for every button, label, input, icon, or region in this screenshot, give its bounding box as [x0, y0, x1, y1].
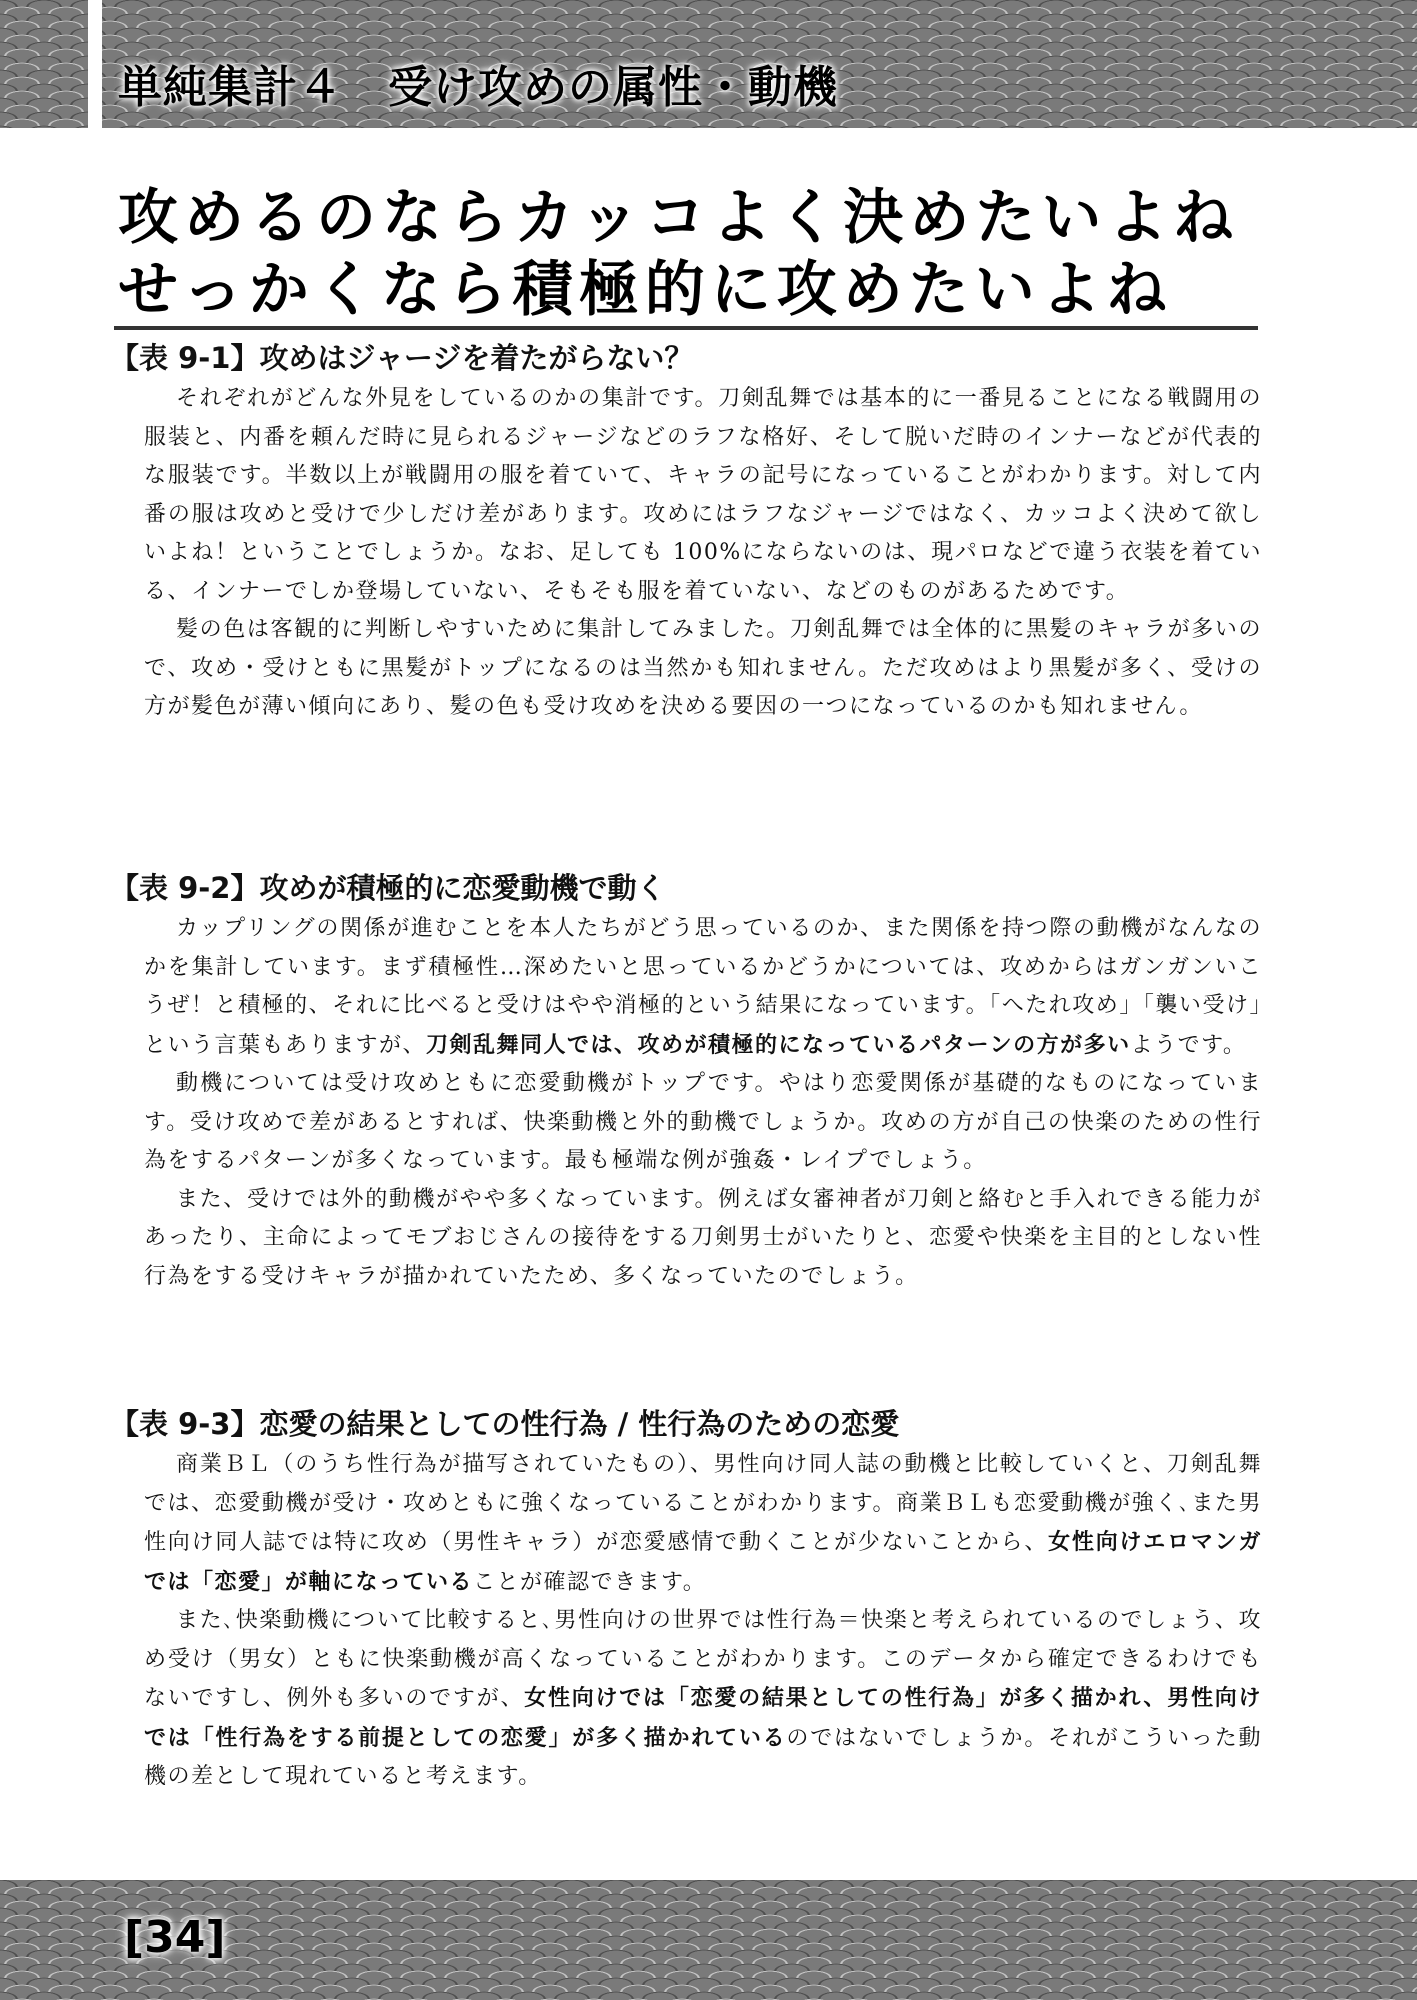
- header-left-bar: [88, 0, 102, 128]
- text-run: ことが確認できます。: [473, 1569, 707, 1595]
- paragraph: [144, 910, 1262, 1065]
- section-9-2: [112, 866, 1262, 1296]
- section-9-3: [112, 1402, 1262, 1797]
- emphasis-text: 女性向けでは「恋愛の結果としての性行為」が多く描かれ、男性向けでは「性行為をする前提としての恋愛」が多く描かれている: [144, 1685, 1262, 1751]
- page-number: [34]: [124, 1912, 226, 1963]
- section-title: 【表 9-1】攻めはジャージを着たがらない？: [110, 341, 694, 375]
- emphasis-text: 女性向けエロマンガでは「恋愛」が軸になっている: [144, 1529, 1262, 1595]
- paragraph: 動機については受け攻めともに恋愛動機がトップです。やはり恋愛関係が基礎的なものになっています。受け攻めで差があるとすれば、快楽動機と外的動機でしょうか。攻めの方が自己の快楽のための性行為をするパターンが多くなっています。最も極端な例が強姦・レイプでしょう。: [144, 1071, 1262, 1173]
- paragraph: 髪の色は客観的に判断しやすいために集計してみました。刀剣乱舞では全体的に黒髪のキャラが多いので、攻め・受けともに黒髪がトップになるのは当然かも知れません。ただ攻めはより黒髪が多く、受けの方が髪色が薄い傾向にあり、髪の色も受け攻めを決める要因の一つになっているのかも知れません。: [144, 617, 1262, 719]
- paragraph: [144, 1602, 1262, 1797]
- paragraph: それぞれがどんな外見をしているのかの集計です。刀剣乱舞では基本的に一番見ることになる戦闘用の服装と、内番を頼んだ時に見られるジャージなどのラフな格好、そして脱いだ時のインナーなどが代表的な服装です。半数以上が戦闘用の服を着ていて、キャラの記号になっていることがわかります。対して内番の服は攻めと受けで少しだけ差があります。攻めにはラフなジャージではなく、カッコよく決めて欲しいよね！ということでしょうか。なお、足しても 100%にならないのは、現パロなどで違う衣装を着ている、インナーでしか登場していない、そもそも服を着ていない、などのものがあるためです。: [144, 386, 1262, 604]
- headline-line-2: せっかくなら積極的に攻めたいよね: [118, 255, 1173, 325]
- headline-line-1: 攻めるのならカッコよく決めたいよね: [118, 183, 1240, 253]
- paragraph: [144, 1446, 1262, 1602]
- emphasis-text: 刀剣乱舞同人では、攻めが積極的になっているパターンの方が多い: [426, 1031, 1131, 1058]
- text-run: ようです。: [1130, 1032, 1247, 1058]
- chapter-label: 単純集計４ 受け攻めの属性・動機: [118, 62, 838, 113]
- section-title: 【表 9-2】攻めが積極的に恋愛動機で動く: [110, 871, 666, 905]
- paragraph: また、受けでは外的動機がやや多くなっています。例えば女審神者が刀剣と絡むと手入れできる能力があったり、主命によってモブおじさんの接待をする刀剣男士がいたりと、恋愛や快楽を主目的としない性行為をする受けキャラが描かれていたため、多くなっていたのでしょう。: [144, 1186, 1262, 1289]
- text-run: カップリングの関係が進むことを本人たちがどう思っているのか、また関係を持つ際の動機がなんなのかを集計しています。まず積極性…深めたいと思っているかどうかについては、攻めからはガンガンいこうぜ！と積極的、それに比べると受けはやや消極的という結果になっています。「へたれ攻め」「襲い受け」という言葉もありますが、: [144, 916, 1262, 1058]
- text-run: また､快楽動機について比較すると､男性向けの世界では性行為＝快楽と考えられているのでしょう、攻め受け（男女）ともに快楽動機が高くなっていることがわかります。このデータから確定できるわけでもないですし、例外も多いのですが、: [144, 1608, 1262, 1711]
- text-run: のではないでしょうか。それがこういった動機の差として現れていると考えます。: [144, 1725, 1262, 1789]
- section-title: 【表 9-3】恋愛の結果としての性行為 / 性行為のための恋愛: [110, 1407, 900, 1441]
- text-run: 商業ＢＬ（のうち性行為が描写されていたもの）、男性向け同人誌の動機と比較していくと、刀剣乱舞では、恋愛動機が受け・攻めともに強くなっていることがわかります。商業ＢＬも恋愛動機が強く､また男性向け同人誌では特に攻め（男性キャラ）が恋愛感情で動くことが少ないことから、: [144, 1452, 1262, 1555]
- headline-underline: [114, 326, 1258, 330]
- page-headline: [118, 182, 1268, 326]
- section-9-1: [112, 336, 1262, 727]
